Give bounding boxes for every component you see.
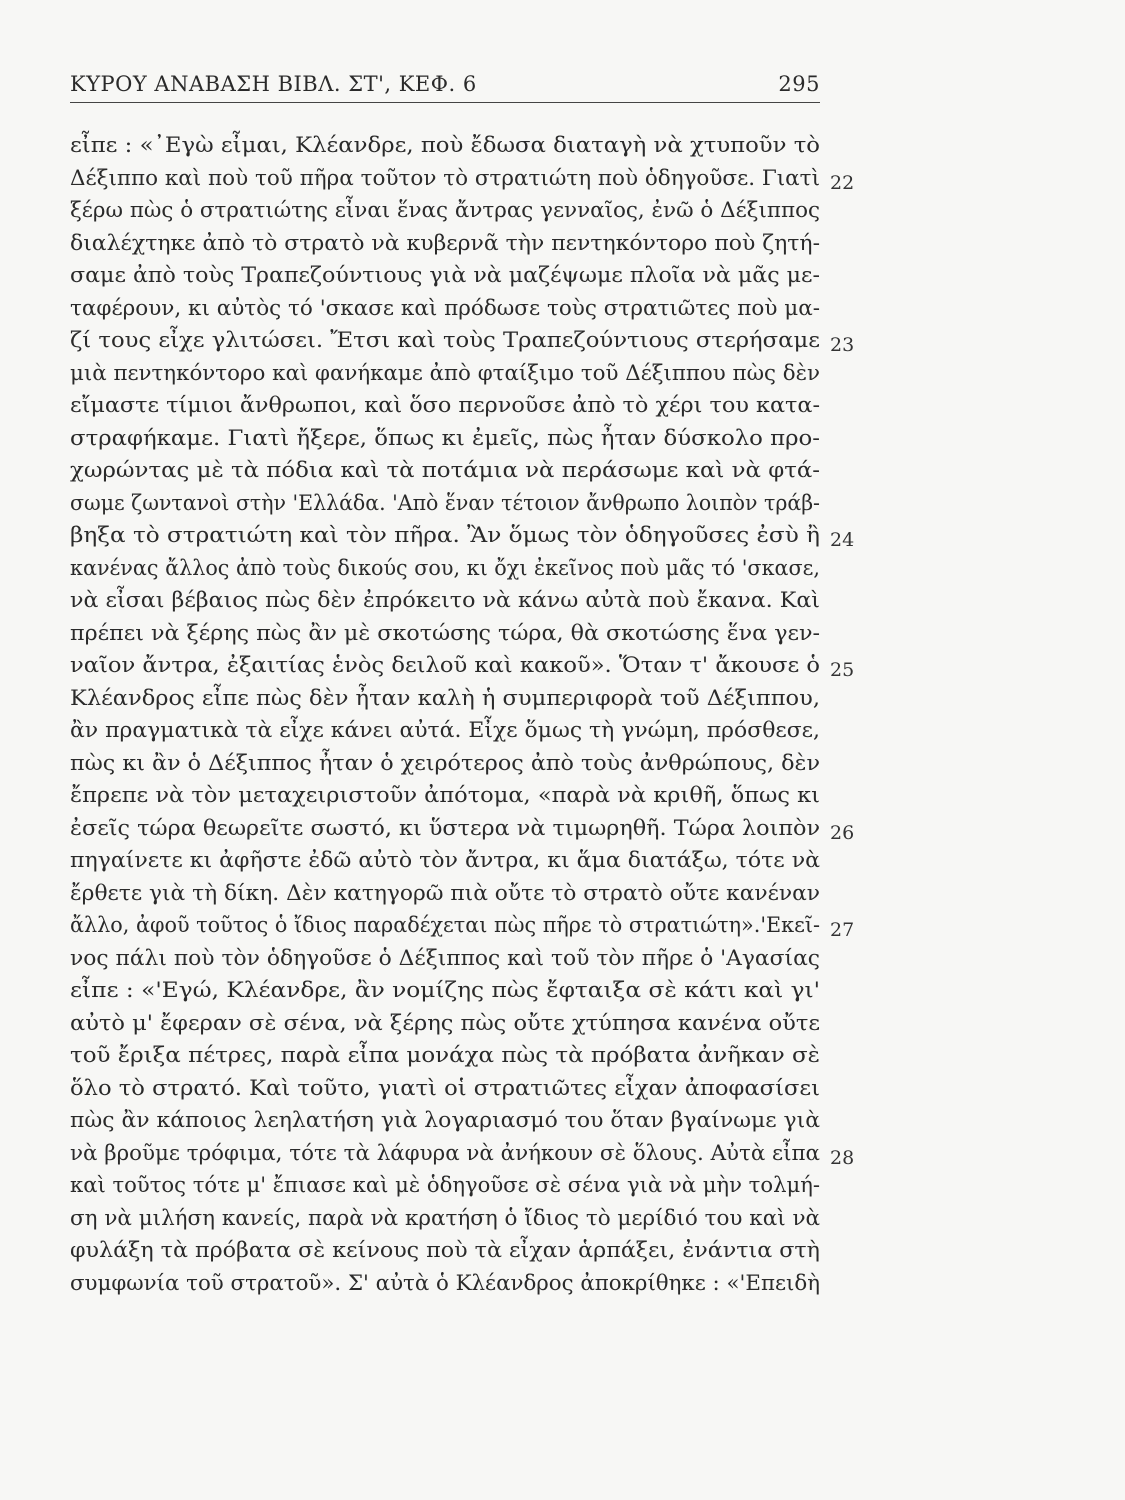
line-text: ἐσεῖς τώρα θεωρεῖτε σωστό, κι ὕστερα νὰ τιμωρηθῆ. Τώρα λοιπὸν (70, 815, 820, 841)
line-text: Κλέανδρος εἶπε πὼς δὲν ἦταν καλὴ ἡ συμπεριφορὰ τοῦ Δέξιππου, (70, 685, 820, 711)
text-line (70, 1235, 820, 1268)
line-text: σαμε ἀπὸ τοὺς Τραπεζούντιους γιὰ νὰ μαζέψωμε πλοῖα νὰ μᾶς με- (70, 263, 820, 288)
line-text: Δέξιππο καὶ ποὺ τοῦ πῆρα τοῦτον τὸ στρατιώτη ποὺ ὁδηγοῦσε. Γιατὶ (70, 165, 820, 191)
line-text: αὐτὸ μ' ἔφεραν σὲ σένα, νὰ ξέρης πὼς οὔτε χτύπησα κανένα οὔτε (70, 1010, 820, 1036)
text-line (70, 195, 820, 228)
text-line (70, 1105, 820, 1138)
line-text: βηξα τὸ στρατιώτη καὶ τὸν πῆρα. Ἂν ὅμως τὸν ὁδηγοῦσες ἐσὺ ἢ (70, 523, 820, 548)
line-text: χωρώντας μὲ τὰ πόδια καὶ τὰ ποτάμια νὰ περάσωμε καὶ νὰ φτά- (70, 458, 820, 483)
line-text: ἔπρεπε νὰ τὸν μεταχειριστοῦν ἀπότομα, «παρὰ νὰ κριθῆ, ὅπως κι (70, 783, 820, 808)
text-line (70, 1040, 820, 1073)
text-line (70, 845, 820, 878)
line-text: νὰ βροῦμε τρόφιμα, τότε τὰ λάφυρα νὰ ἀνήκουν σὲ ὅλους. Αὐτὰ εἶπα (70, 1140, 820, 1166)
line-text: ἔρθετε γιὰ τὴ δίκη. Δὲν κατηγορῶ πιὰ οὔτε τὸ στρατὸ οὔτε κανέναν (70, 880, 820, 906)
line-text: εἶπε : «'Εγώ, Κλέανδρε, ἂν νομίζης πὼς ἔφταιξα σὲ κάτι καὶ γι' (70, 978, 821, 1003)
running-title: ΚΥΡΟΥ ΑΝΑΒΑΣΗ ΒΙΒΛ. ΣΤ', ΚΕΦ. 6 (70, 72, 477, 96)
text-line (70, 878, 820, 911)
line-text: ταφέρουν, κι αὐτὸς τό 'σκασε καὶ πρόδωσε τοὺς στρατιῶτες ποὺ μα- (70, 295, 820, 321)
line-text: σωμε ζωντανοὶ στὴν 'Ελλάδα. 'Απὸ ἕναν τέτοιον ἄνθρωπο λοιπὸν τράβ- (70, 490, 820, 516)
line-text: ὅλο τὸ στρατό. Καὶ τοῦτο, γιατὶ οἱ στρατιῶτες εἶχαν ἀποφασίσει (70, 1075, 821, 1101)
text-line (70, 813, 855, 846)
body-text (70, 130, 855, 1300)
line-text: ζί τους εἶχε γλιτώσει. Ἔτσι καὶ τοὺς Τραπεζούντιους στερήσαμε (70, 328, 820, 353)
line-text: εἶπε : «᾿Εγὼ εἶμαι, Κλέανδρε, ποὺ ἔδωσα διαταγὴ νὰ χτυποῦν τὸ (70, 133, 821, 158)
line-text: εἴμαστε τίμιοι ἄνθρωποι, καὶ ὅσο περνοῦσε ἀπὸ τὸ χέρι του κατα- (70, 393, 820, 418)
text-line (70, 130, 820, 163)
margin-section-number: 28 (830, 1146, 855, 1169)
text-line (70, 358, 820, 391)
text-line (70, 650, 855, 683)
header-rule (70, 102, 820, 103)
text-line (70, 585, 820, 618)
text-line (70, 748, 820, 781)
text-line (70, 390, 820, 423)
text-line (70, 1268, 820, 1301)
line-text: κανένας ἄλλος ἀπὸ τοὺς δικούς σου, κι ὄχι ἐκεῖνος ποὺ μᾶς τό 'σκασε, (70, 555, 820, 581)
line-text: ναῖον ἄντρα, ἐξαιτίας ἑνὸς δειλοῦ καὶ κακοῦ». Ὅταν τ' ἄκουσε ὁ (70, 653, 820, 678)
line-text: ἄλλο, ἀφοῦ τοῦτος ὁ ἴδιος παραδέχεται πὼς πῆρε τὸ στρατιώτη».'Εκεῖ- (70, 913, 820, 938)
margin-section-number: 22 (830, 171, 855, 194)
text-line (70, 1008, 820, 1041)
text-line (70, 1073, 820, 1106)
text-line (70, 488, 820, 521)
text-line (70, 163, 855, 196)
line-text: νος πάλι ποὺ τὸν ὁδηγοῦσε ὁ Δέξιππος καὶ τοῦ τὸν πῆρε ὁ 'Αγασίας (70, 945, 820, 971)
line-text: νὰ εἶσαι βέβαιος πὼς δὲν ἐπρόκειτο νὰ κάνω αὐτὰ ποὺ ἔκανα. Καὶ (70, 588, 820, 613)
text-line (70, 910, 855, 943)
margin-section-number: 26 (830, 821, 855, 844)
line-text: διαλέχτηκε ἀπὸ τὸ στρατὸ νὰ κυβερνᾶ τὴν πεντηκόντορο ποὺ ζητή- (70, 230, 820, 256)
text-line (70, 1203, 820, 1236)
line-text: πρέπει νὰ ξέρης πὼς ἂν μὲ σκοτώσης τώρα, θὰ σκοτώσης ἕνα γεν- (70, 620, 820, 646)
text-line (70, 975, 820, 1008)
text-line (70, 943, 820, 976)
line-text: πὼς ἂν κάποιος λεηλατήση γιὰ λογαριασμό του ὅταν βγαίνωμε γιὰ (70, 1108, 820, 1133)
line-text: καὶ τοῦτος τότε μ' ἔπιασε καὶ μὲ ὁδηγοῦσε σὲ σένα γιὰ νὰ μὴν τολμή- (70, 1173, 820, 1198)
text-line (70, 683, 820, 716)
line-text: τοῦ ἔριξα πέτρες, παρὰ εἶπα μονάχα πὼς τὰ πρόβατα ἀνῆκαν σὲ (70, 1043, 821, 1068)
line-text: πὼς κι ἂν ὁ Δέξιππος ἦταν ὁ χειρότερος ἀπὸ τοὺς ἀνθρώπους, δὲν (70, 750, 820, 776)
line-text: πηγαίνετε κι ἀφῆστε ἐδῶ αὐτὸ τὸν ἄντρα, κι ἅμα διατάξω, τότε νὰ (70, 848, 820, 873)
line-text: συμφωνία τοῦ στρατοῦ». Σ' αὐτὰ ὁ Κλέανδρος ἀποκρίθηκε : «'Επειδὴ (70, 1270, 820, 1296)
page-number: 295 (778, 72, 820, 96)
margin-section-number: 24 (830, 529, 855, 551)
text-line (70, 293, 820, 326)
margin-section-number: 23 (830, 334, 855, 356)
text-line (70, 1170, 820, 1203)
text-line (70, 520, 855, 553)
line-text: ση νὰ μιλήση κανείς, παρὰ νὰ κρατήση ὁ ἴδιος τὸ μερίδιό του καὶ νὰ (70, 1205, 820, 1231)
line-text: ξέρω πὼς ὁ στρατιώτης εἶναι ἕνας ἄντρας γενναῖος, ἐνῶ ὁ Δέξιππος (70, 198, 820, 223)
text-line (70, 325, 855, 358)
margin-section-number: 25 (830, 659, 855, 681)
text-line (70, 260, 820, 293)
text-line (70, 228, 820, 261)
line-text: φυλάξη τὰ πρόβατα σὲ κείνους ποὺ τὰ εἶχαν ἁρπάξει, ἐνάντια στὴ (70, 1238, 820, 1263)
line-text: ἂν πραγματικὰ τὰ εἶχε κάνει αὐτά. Εἶχε ὅμως τὴ γνώμη, πρόσθεσε, (70, 718, 820, 743)
text-line (70, 553, 820, 586)
text-line (70, 1138, 855, 1171)
line-text: μιὰ πεντηκόντορο καὶ φανήκαμε ἀπὸ φταίξιμο τοῦ Δέξιππου πὼς δὲν (70, 360, 820, 386)
margin-section-number: 27 (830, 919, 855, 941)
text-line (70, 780, 820, 813)
text-line (70, 618, 820, 651)
text-line (70, 455, 820, 488)
line-text: στραφήκαμε. Γιατὶ ἤξερε, ὅπως κι ἐμεῖς, πὼς ἦταν δύσκολο προ- (70, 425, 820, 451)
text-line (70, 423, 820, 456)
text-line (70, 715, 820, 748)
